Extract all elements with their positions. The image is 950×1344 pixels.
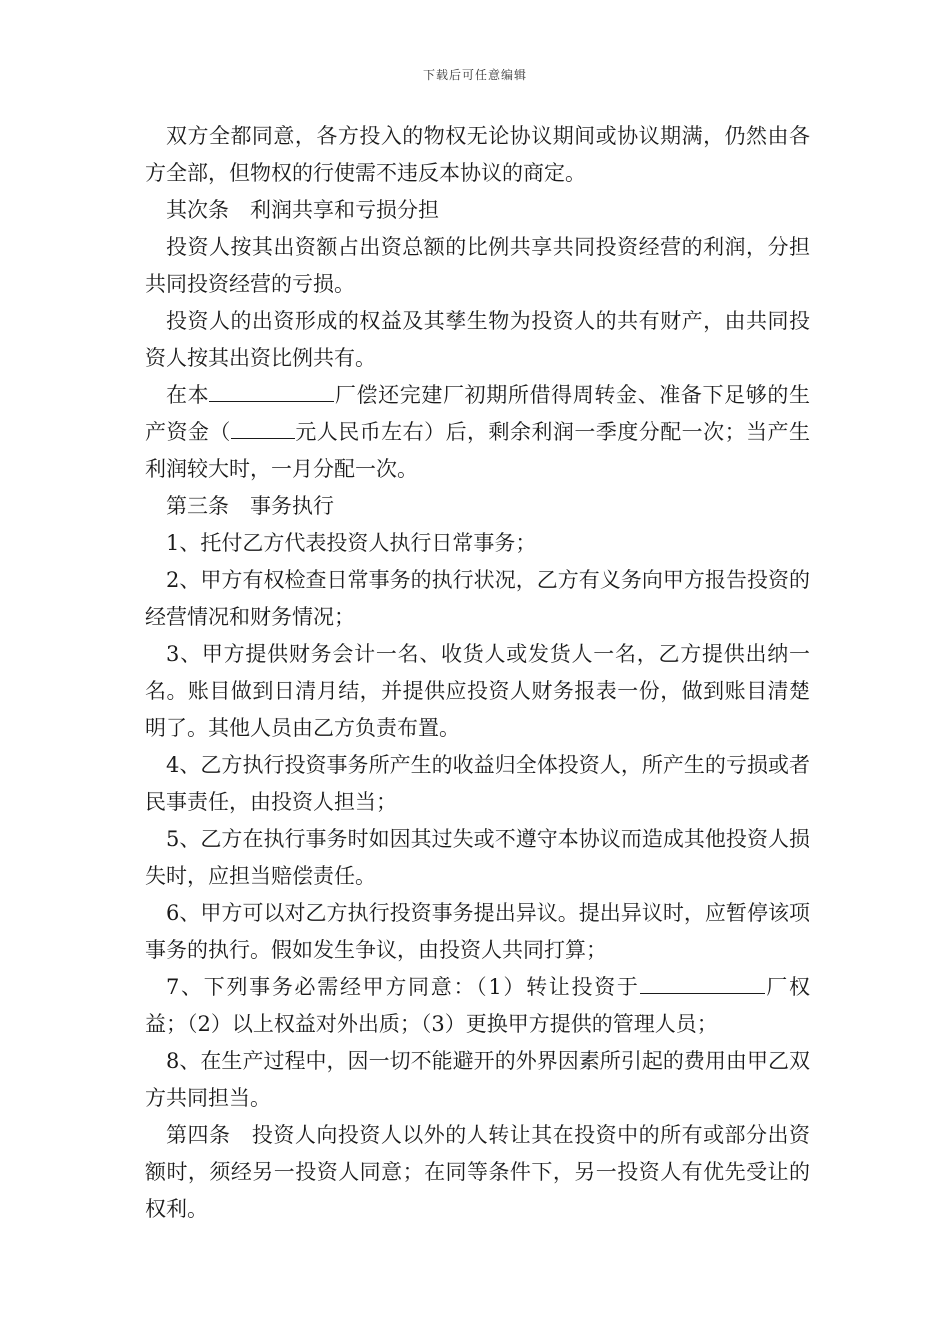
clause-5: 5、乙方在执行事务时如因其过失或不遵守本协议而造成其他投资人损失时，应担当赔偿责任。 — [145, 827, 810, 888]
clause-3: 3、甲方提供财务会计一名、收货人或发货人一名，乙方提供出纳一名。账目做到日清月结，并提供应投资人财务报表一份，做到账目清楚明了。其他人员由乙方负责布置。 — [145, 642, 810, 740]
paragraph-text: 厂权益；（2）以上权益对外出质；（3）更换甲方提供的管理人员； — [145, 975, 810, 1036]
clause-2: 2、甲方有权检查日常事务的执行状况，乙方有义务向甲方报告投资的经营情况和财务情况； — [145, 568, 810, 629]
clause-7 — [145, 969, 810, 1043]
factory-name-blank — [640, 971, 765, 994]
paragraph-text: 在本 — [166, 383, 210, 407]
paragraph-common-property: 投资人的出资形成的权益及其孳生物为投资人的共有财产，由共同投资人按其出资比例共有。 — [145, 309, 810, 370]
section-four-transfer: 第四条 投资人向投资人以外的人转让其在投资中的所有或部分出资额时，须经另一投资人同意；在同等条件下，另一投资人有优先受让的权利。 — [145, 1123, 810, 1221]
document-body — [145, 118, 810, 1228]
clause-6: 6、甲方可以对乙方执行投资事务提出异议。提出异议时，应暂停该项事务的执行。假如发生争议，由投资人共同打算； — [145, 901, 810, 962]
amount-blank — [231, 416, 295, 439]
section-heading-affairs: 第三条 事务执行 — [166, 494, 334, 518]
clause-4: 4、乙方执行投资事务所产生的收益归全体投资人，所产生的亏损或者民事责任，由投资人担当； — [145, 753, 810, 814]
clause-1: 1、托付乙方代表投资人执行日常事务； — [166, 531, 537, 555]
paragraph-profit-distribution — [145, 377, 810, 488]
paragraph-ownership: 双方全都同意，各方投入的物权无论协议期间或协议期满，仍然由各方全部，但物权的行使需不违反本协议的商定。 — [145, 124, 810, 185]
section-heading-profit-sharing: 其次条 利润共享和亏损分担 — [166, 198, 439, 222]
paragraph-profit-ratio: 投资人按其出资额占出资总额的比例共享共同投资经营的利润，分担共同投资经营的亏损。 — [145, 235, 810, 296]
factory-name-blank — [209, 379, 334, 402]
paragraph-text: 元人民币左右）后，剩余利润一季度分配一次；当产生利润较大时，一月分配一次。 — [145, 420, 811, 481]
clause-8: 8、在生产过程中，因一切不能避开的外界因素所引起的费用由甲乙双方共同担当。 — [145, 1049, 810, 1110]
page-header-note: 下载后可任意编辑 — [422, 68, 527, 82]
paragraph-text: 7、下列事务必需经甲方同意：（1）转让投资于 — [166, 975, 640, 999]
paragraph-text: 厂偿还完建厂初期所借得周转金、准备下足够的生产资金（ — [145, 383, 810, 444]
